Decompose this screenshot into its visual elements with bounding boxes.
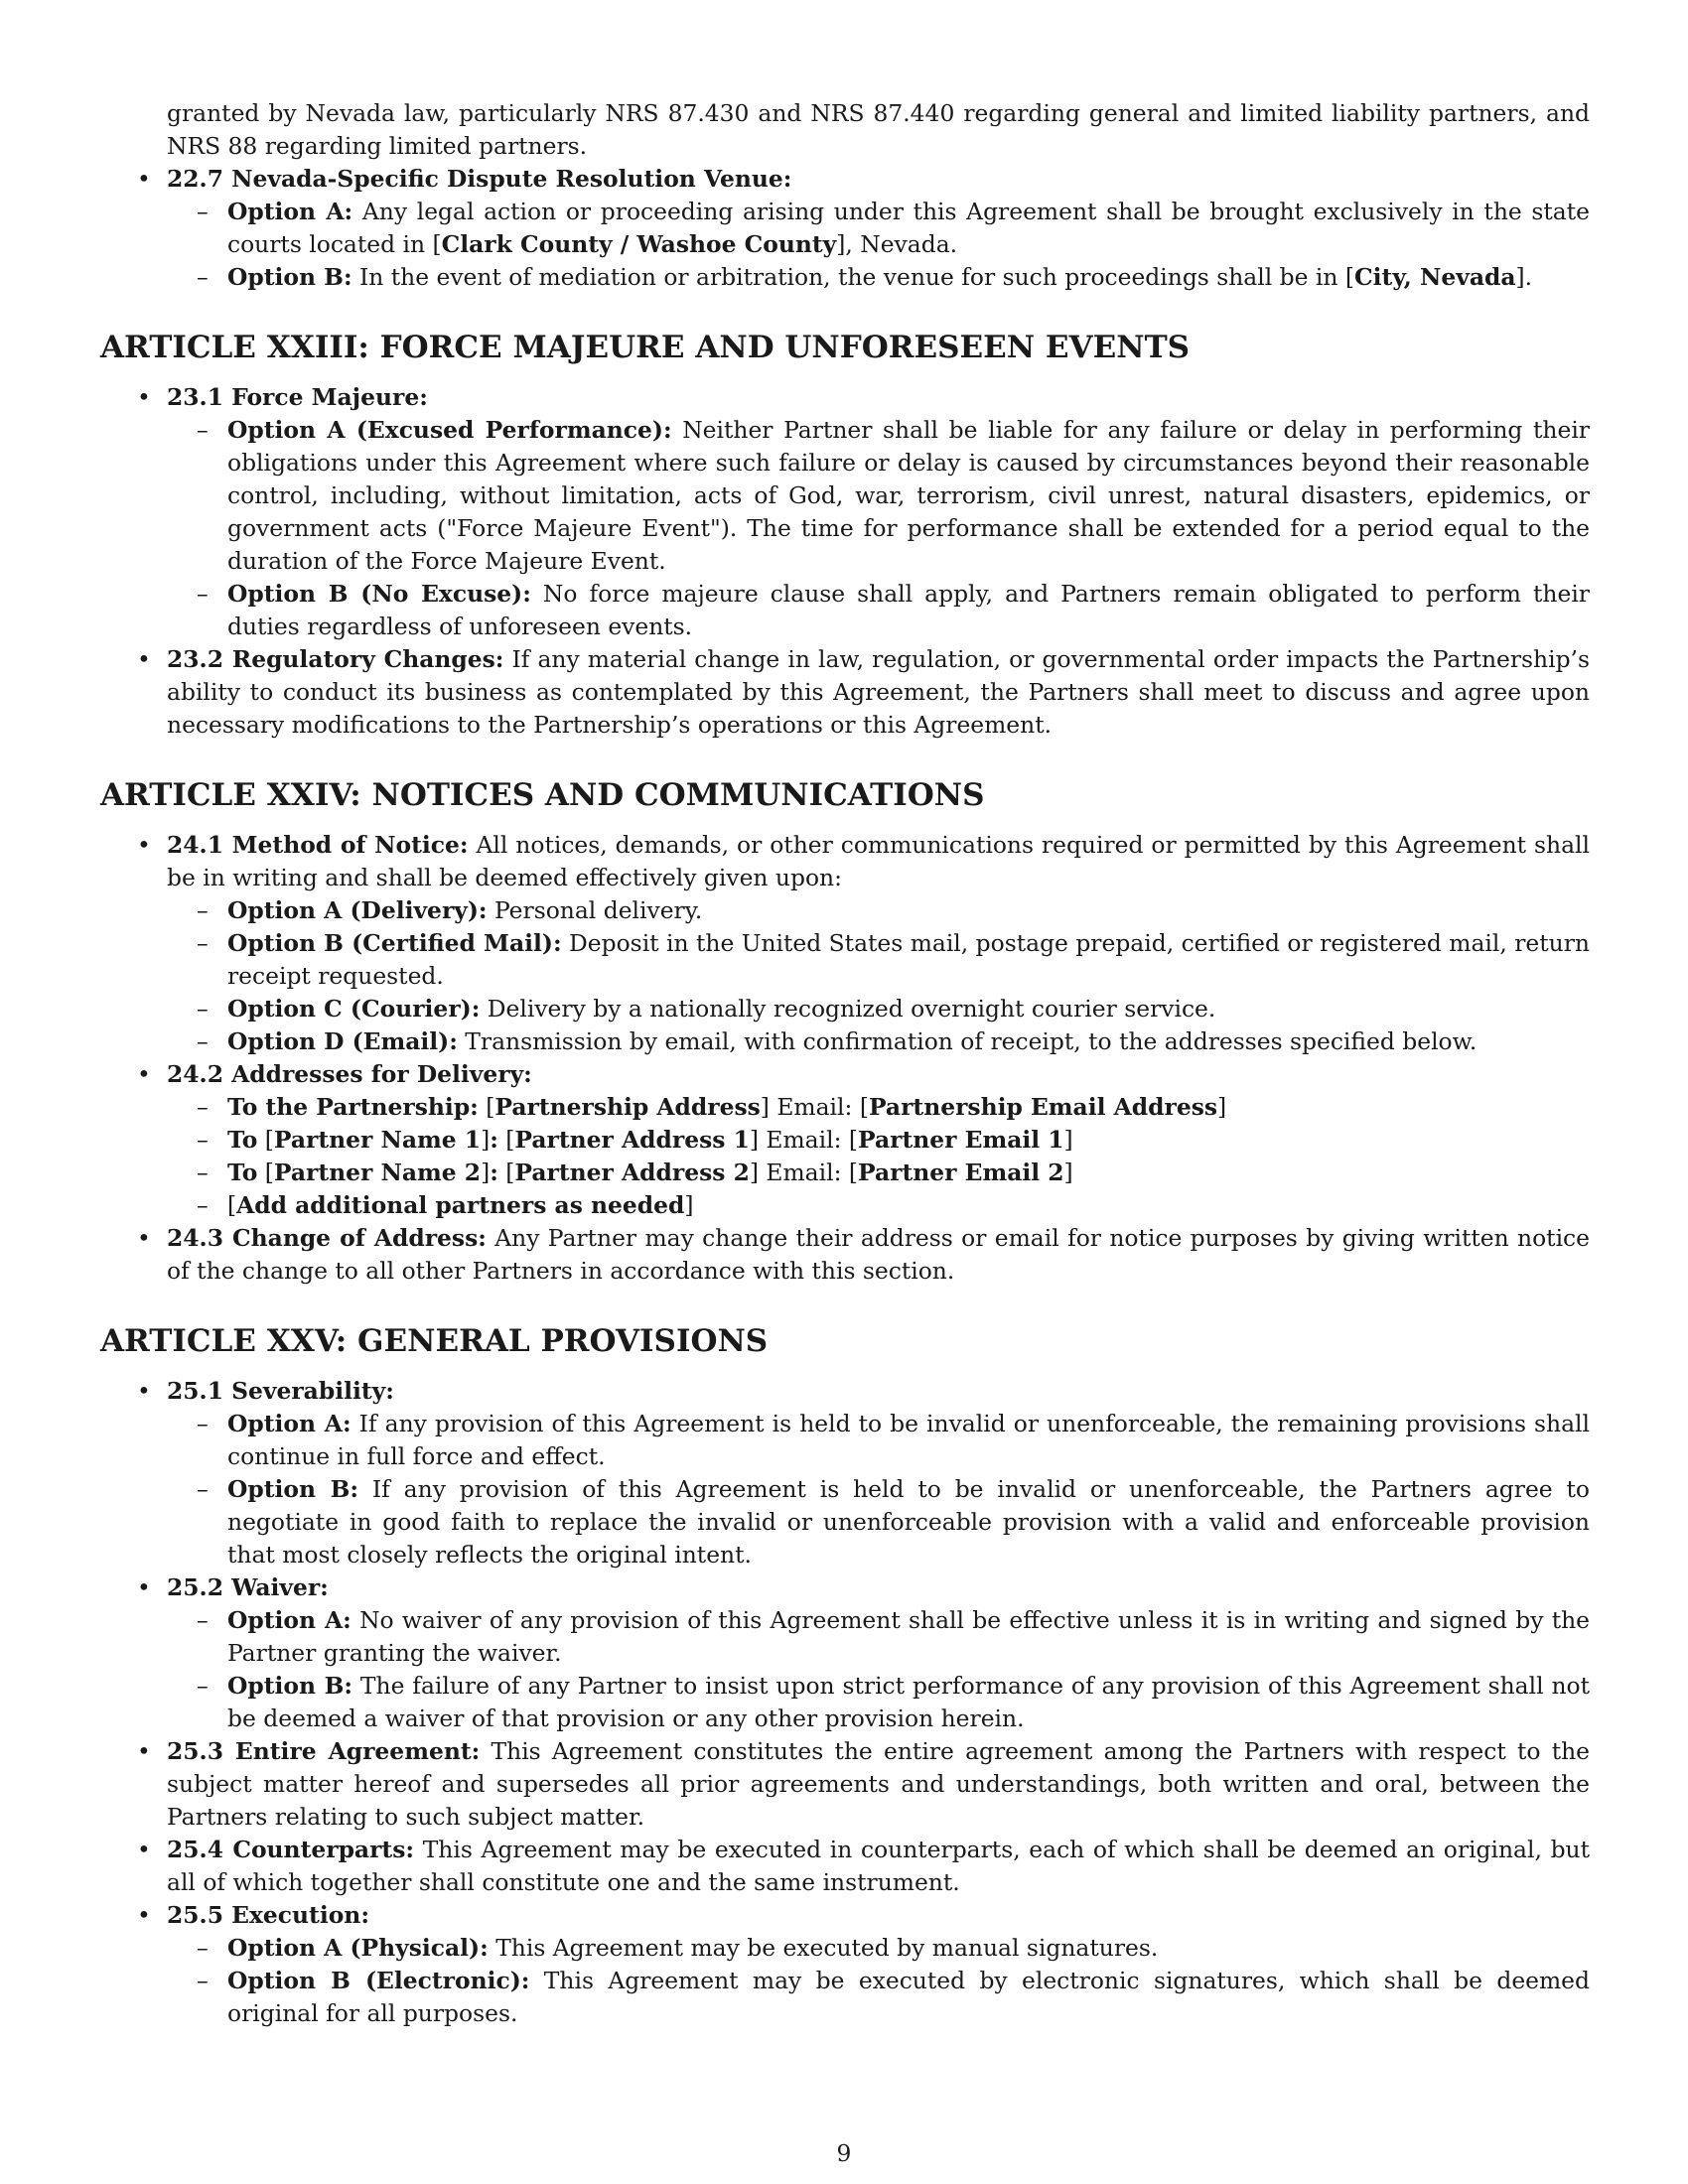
dash: – — [197, 416, 209, 444]
article-24-heading: ARTICLE XXIV: NOTICES AND COMMUNICATIONS — [100, 777, 985, 813]
option-label: Option B (Electronic): — [227, 1967, 530, 1994]
section-22-7-option-b — [100, 261, 1590, 294]
option-text: This Agreement may be executed by manual signatures. — [488, 1934, 1159, 1962]
dash: – — [197, 198, 209, 225]
placeholder-address: Partner Address 1 — [514, 1126, 750, 1154]
section-text: All notices, demands, or other communications required or permitted by this Agreement shall be in writing and shall be deemed effectively given upon: — [167, 831, 1590, 891]
bracket: [ — [227, 1191, 237, 1219]
option-text: ], Nevada. — [836, 230, 958, 258]
dash: – — [197, 929, 209, 957]
bracket: ] — [1063, 1159, 1073, 1186]
option-label: Option A (Delivery): — [227, 896, 488, 924]
section-label: 25.5 Execution: — [167, 1901, 369, 1929]
section-24-2 — [100, 1058, 1590, 1091]
section-24-1 — [100, 829, 1590, 894]
article-25-heading: ARTICLE XXV: GENERAL PROVISIONS — [100, 1323, 769, 1359]
dash: – — [197, 1191, 209, 1219]
address-to: To — [227, 1126, 258, 1154]
dash: – — [197, 896, 209, 924]
bracket: [ — [257, 1126, 274, 1154]
dash: – — [197, 580, 209, 608]
option-label: Option A: — [227, 198, 353, 225]
placeholder-name: Partner Name 1 — [273, 1126, 482, 1154]
section-label: 22.7 Nevada-Specific Dispute Resolution Venue: — [167, 165, 792, 193]
section-25-4 — [100, 1834, 1590, 1899]
option-text: This Agreement may be executed by electronic signatures, which shall be deemed original for all purposes. — [227, 1967, 1590, 2027]
option-label: Option B: — [227, 263, 352, 291]
section-22-7-option-a — [100, 196, 1590, 261]
dash: – — [197, 1093, 209, 1121]
bullet: • — [137, 165, 151, 193]
option-text: No force majeure clause shall apply, and Partners remain obligated to perform their duties regardless of unforeseen events. — [227, 580, 1590, 640]
placeholder-name: Partner Name 2 — [273, 1159, 482, 1186]
section-24-1-option-c — [100, 993, 1590, 1025]
dash: – — [197, 1126, 209, 1154]
bracket: ] — [481, 1159, 491, 1186]
dash: – — [197, 1027, 209, 1055]
section-text: If any material change in law, regulation, or governmental order impacts the Partnership’s ability to conduct its business as contemplated by this Agreement, the Partners shall meet to discuss and agree upon necessary modifications to the Partnership’s operations or this Agreement. — [167, 645, 1590, 739]
dash: – — [197, 1475, 209, 1503]
bracket: ] — [1217, 1093, 1227, 1121]
option-text: If any provision of this Agreement is held to be invalid or unenforceable, the Partners agree to negotiate in good faith to replace the invalid or unenforceable provision with a valid and enforceable provision that most closely reflects the original intent. — [227, 1475, 1591, 1569]
option-text: Personal delivery. — [487, 896, 703, 924]
dash: – — [197, 1934, 209, 1962]
section-22-7 — [100, 163, 1590, 196]
option-text: Neither Partner shall be liable for any failure or delay in performing their obligations under this Agreement where such failure or delay is caused by circumstances beyond their reasonable control, including, without limitation, acts of God, war, terrorism, civil unrest, natural disasters, epidemics, or government acts ("Force Majeure Event"). The time for performance shall be extended for a period equal to the duration of the Force Majeure Event. — [227, 416, 1590, 575]
placeholder-email: Partner Email 1 — [858, 1126, 1064, 1154]
section-25-3 — [100, 1735, 1590, 1834]
dash: – — [197, 995, 209, 1023]
section-25-2 — [100, 1571, 1590, 1604]
dash: – — [197, 1410, 209, 1437]
dash: – — [197, 263, 209, 291]
section-text: This Agreement constitutes the entire agreement among the Partners with respect to the subject matter hereof and supersedes all prior agreements and understandings, both written and oral, between the Partners relating to such subject matter. — [167, 1737, 1591, 1831]
option-text: In the event of mediation or arbitration, the venue for such proceedings shall be in [ — [352, 263, 1355, 291]
section-label: 25.1 Severability: — [167, 1377, 394, 1405]
placeholder-email: Partnership Email Address — [868, 1093, 1218, 1121]
bullet: • — [137, 645, 151, 673]
section-25-2-option-a — [100, 1604, 1590, 1670]
section-25-2-option-b — [100, 1670, 1590, 1735]
bullet: • — [137, 1377, 151, 1405]
address-to: To — [227, 1159, 258, 1186]
email-prefix: ] Email: [ — [760, 1093, 869, 1121]
option-text: ]. — [1515, 263, 1533, 291]
section-24-1-option-d — [100, 1025, 1590, 1058]
bullet: • — [137, 1836, 151, 1863]
option-text: Delivery by a nationally recognized overnight courier service. — [480, 995, 1216, 1023]
section-25-1-option-a — [100, 1408, 1590, 1473]
section-label: 24.1 Method of Notice: — [167, 831, 469, 859]
section-23-1-option-a — [100, 414, 1590, 578]
option-label: Option B: — [227, 1672, 353, 1700]
article-23-heading: ARTICLE XXIII: FORCE MAJEURE AND UNFORESEEN EVENTS — [100, 330, 1191, 365]
bracket: [ — [497, 1159, 515, 1186]
email-prefix: ] Email: [ — [749, 1126, 859, 1154]
option-text: Any legal action or proceeding arising under this Agreement shall be brought exclusively in the state courts located in [ — [227, 198, 1590, 258]
section-23-2 — [100, 643, 1590, 742]
section-label: 25.4 Counterparts: — [167, 1836, 415, 1863]
section-24-1-option-a — [100, 894, 1590, 927]
option-label: Option B (Certified Mail): — [227, 929, 562, 957]
dash: – — [197, 1606, 209, 1634]
dash: – — [197, 1967, 209, 1994]
option-label: Option A: — [227, 1410, 352, 1437]
page-number: 9 — [836, 2139, 852, 2167]
section-25-5 — [100, 1899, 1590, 1932]
option-label: Option D (Email): — [227, 1027, 458, 1055]
section-label: 24.3 Change of Address: — [167, 1224, 487, 1252]
placeholder-county: Clark County / Washoe County — [441, 230, 837, 258]
colon: : — [490, 1126, 498, 1154]
colon: : — [490, 1159, 498, 1186]
dash: – — [197, 1672, 209, 1700]
placeholder-city: City, Nevada — [1354, 263, 1516, 291]
section-23-1-option-b — [100, 578, 1590, 643]
section-label: 24.2 Addresses for Delivery: — [167, 1060, 532, 1088]
bullet: • — [137, 1737, 151, 1765]
bracket: ] — [684, 1191, 694, 1219]
section-25-1-option-b — [100, 1473, 1590, 1571]
dash: – — [197, 1159, 209, 1186]
bracket: ] — [1063, 1126, 1073, 1154]
bullet: • — [137, 1901, 151, 1929]
address-additional — [100, 1189, 1590, 1222]
section-24-3 — [100, 1222, 1590, 1288]
option-label: Option B: — [227, 1475, 359, 1503]
option-label: Option B (No Excuse): — [227, 580, 531, 608]
bracket: [ — [497, 1126, 515, 1154]
section-23-1 — [100, 381, 1590, 414]
section-25-5-option-a — [100, 1932, 1590, 1965]
address-label: To the Partnership: — [227, 1093, 479, 1121]
bullet: • — [137, 383, 151, 411]
option-text: If any provision of this Agreement is held to be invalid or unenforceable, the remaining provisions shall continue in full force and effect. — [227, 1410, 1590, 1470]
option-label: Option C (Courier): — [227, 995, 481, 1023]
option-label: Option A: — [227, 1606, 352, 1634]
email-prefix: ] Email: [ — [749, 1159, 859, 1186]
option-label: Option A (Excused Performance): — [227, 416, 672, 444]
section-25-1 — [100, 1375, 1590, 1408]
placeholder-email: Partner Email 2 — [858, 1159, 1064, 1186]
option-text: Deposit in the United States mail, postage prepaid, certified or registered mail, return receipt requested. — [227, 929, 1590, 990]
section-25-5-option-b — [100, 1965, 1590, 2030]
address-partnership — [100, 1091, 1590, 1124]
bullet: • — [137, 1573, 151, 1601]
bracket: [ — [478, 1093, 495, 1121]
option-text: Transmission by email, with confirmation of receipt, to the addresses specified below. — [457, 1027, 1477, 1055]
address-partner-1 — [100, 1124, 1590, 1157]
bullet: • — [137, 1224, 151, 1252]
placeholder-additional: Add additional partners as needed — [236, 1191, 685, 1219]
bracket: ] — [481, 1126, 491, 1154]
section-label: 23.1 Force Majeure: — [167, 383, 428, 411]
section-label: 25.2 Waiver: — [167, 1573, 329, 1601]
section-text: Any Partner may change their address or email for notice purposes by giving written notice of the change to all other Partners in accordance with this section. — [167, 1224, 1590, 1285]
address-partner-2 — [100, 1157, 1590, 1189]
placeholder-address: Partner Address 2 — [514, 1159, 750, 1186]
document-page — [100, 97, 1590, 2030]
option-label: Option A (Physical): — [227, 1934, 489, 1962]
bullet: • — [137, 1060, 151, 1088]
section-label: 23.2 Regulatory Changes: — [167, 645, 504, 673]
bracket: [ — [257, 1159, 274, 1186]
option-text: The failure of any Partner to insist upon strict performance of any provision of this Agreement shall not be deemed a waiver of that provision or any other provision herein. — [227, 1672, 1591, 1732]
section-label: 25.3 Entire Agreement: — [167, 1737, 481, 1765]
option-text: No waiver of any provision of this Agreement shall be effective unless it is in writing and signed by the Partner granting the waiver. — [227, 1606, 1590, 1667]
section-24-1-option-b — [100, 927, 1590, 993]
section-text: This Agreement may be executed in counterparts, each of which shall be deemed an original, but all of which together shall constitute one and the same instrument. — [167, 1836, 1591, 1896]
bullet: • — [137, 831, 151, 859]
intro-continuation: granted by Nevada law, particularly NRS 87.430 and NRS 87.440 regarding general and limited liability partners, and NRS 88 regarding limited partners. — [167, 99, 1590, 160]
placeholder-address: Partnership Address — [494, 1093, 761, 1121]
